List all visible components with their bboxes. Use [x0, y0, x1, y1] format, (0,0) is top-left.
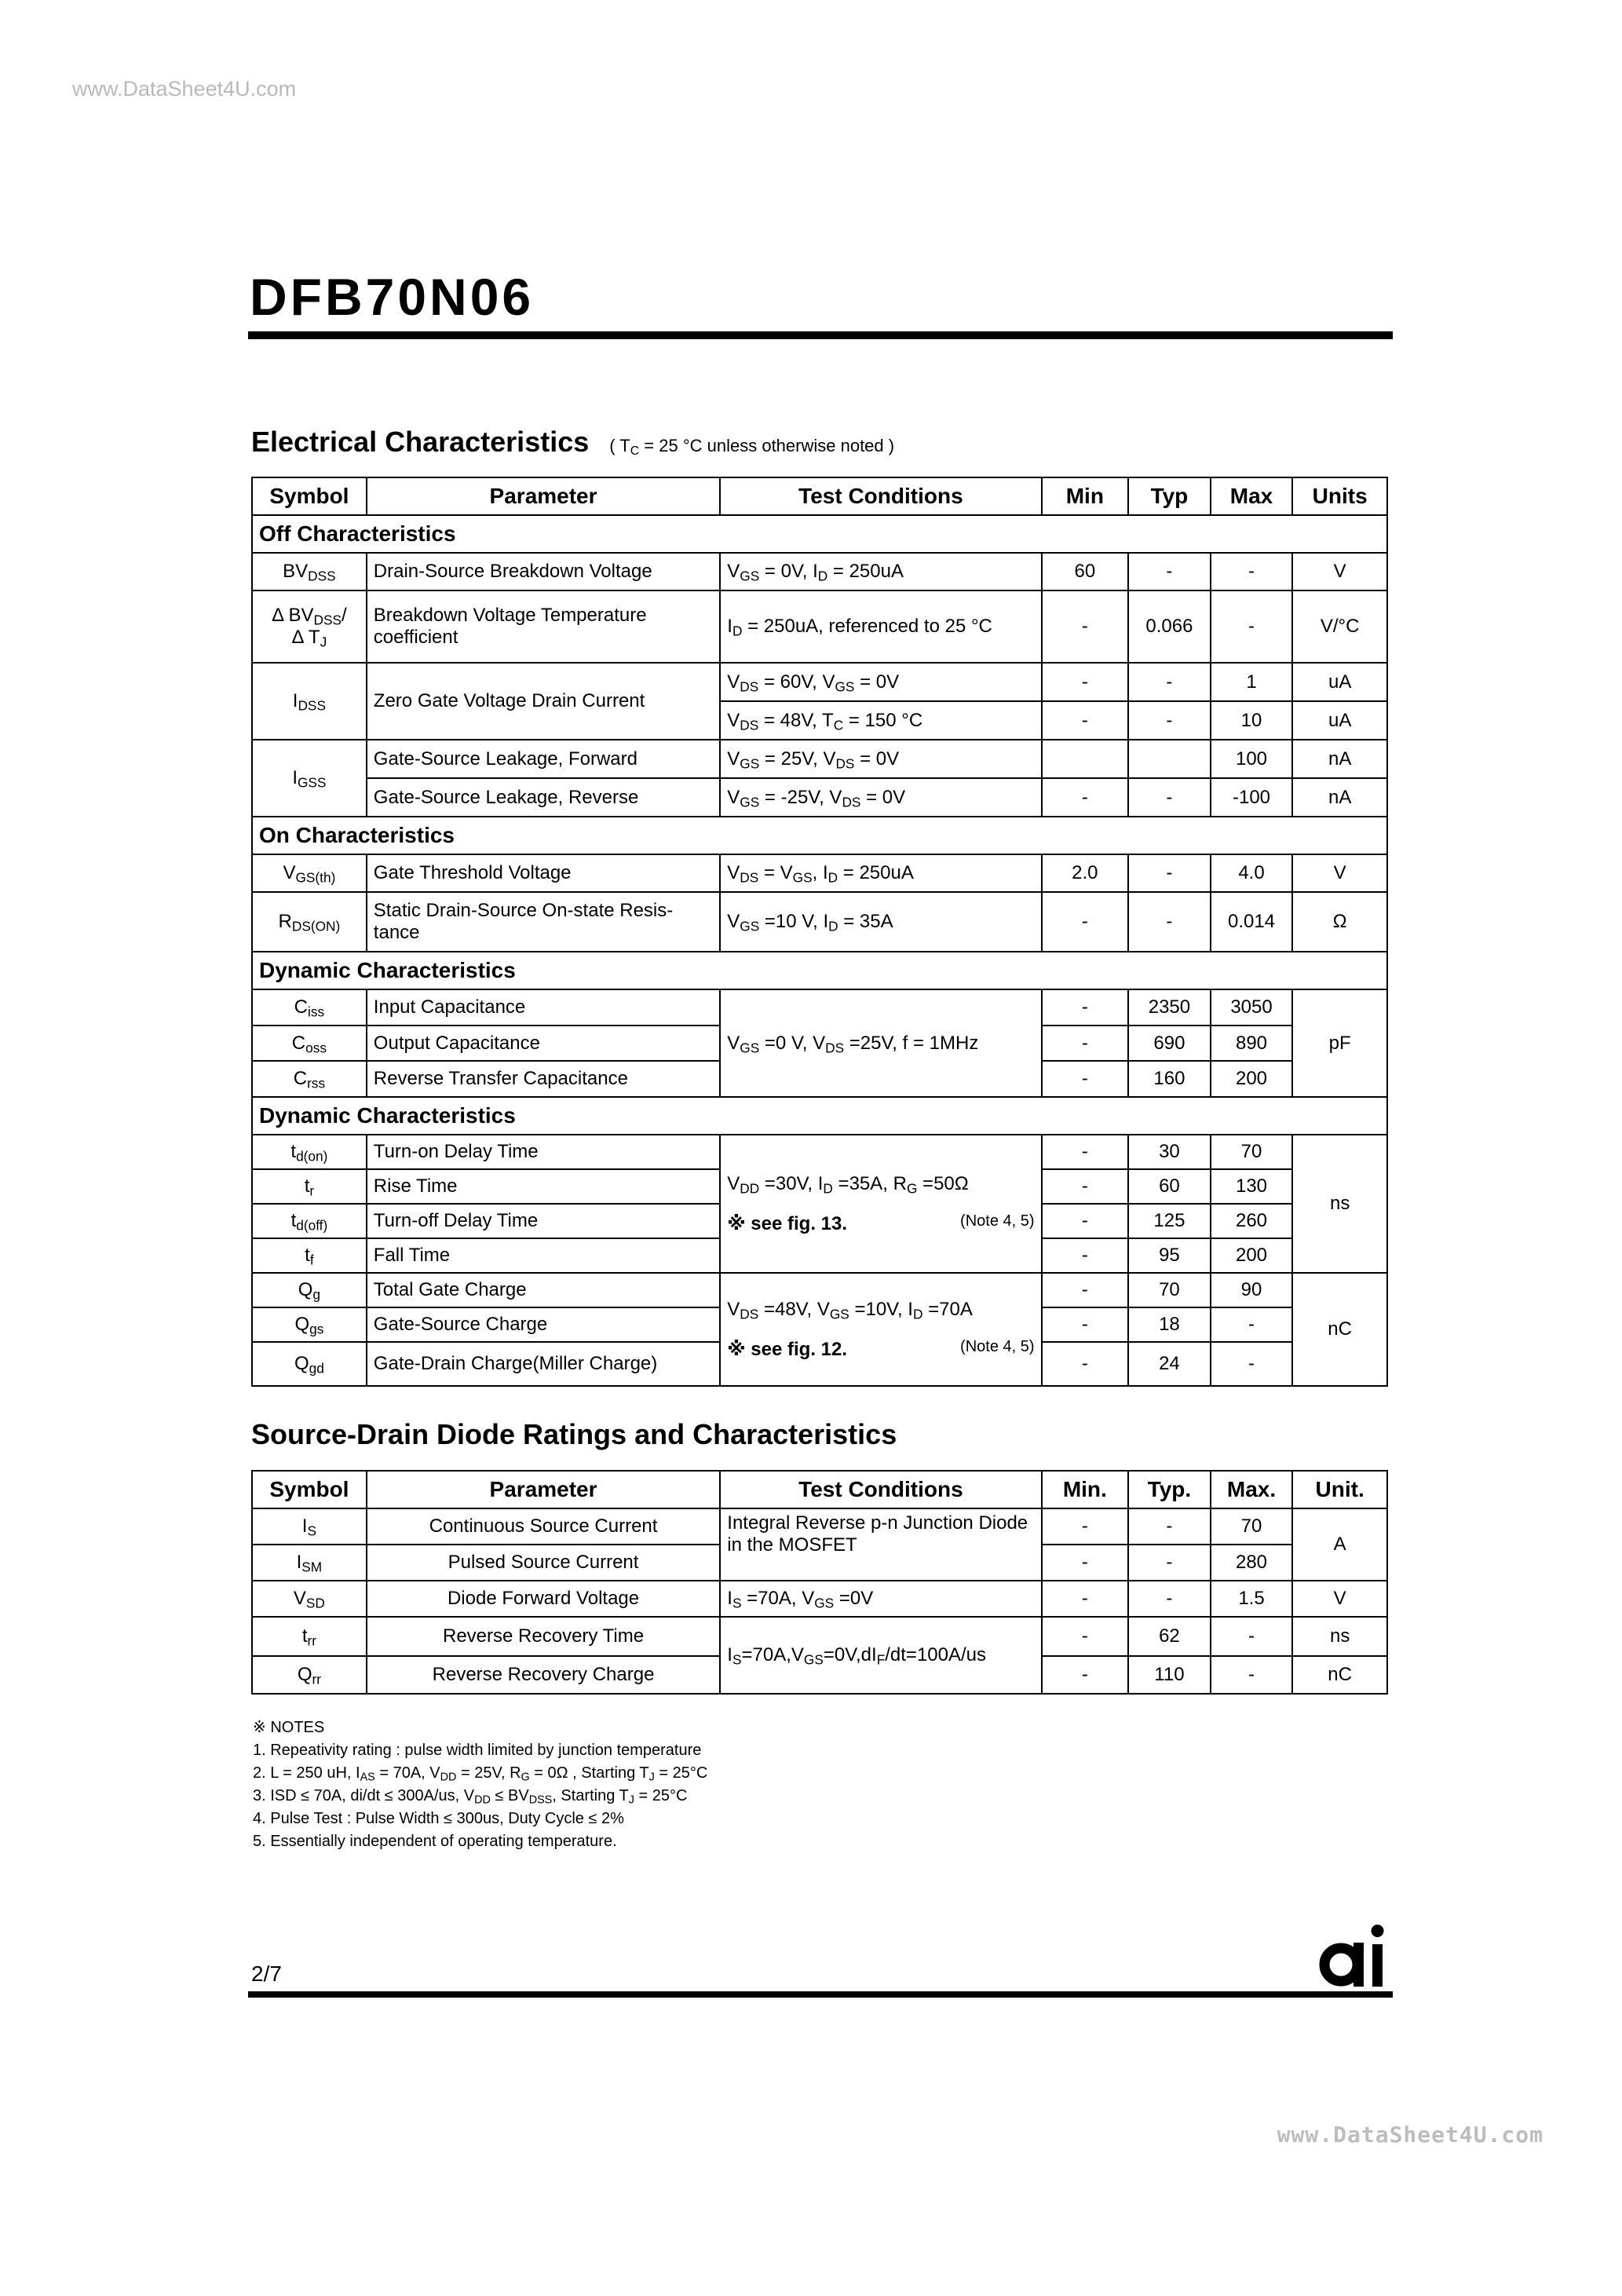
symbol-cell: $I_S$ — [252, 1508, 367, 1545]
section-title-electrical — [251, 426, 894, 459]
header-max: Max — [1211, 477, 1293, 515]
parameter-cell: Gate-Source Leakage, Forward — [367, 740, 720, 778]
note-item: 3. ISD ≤ 70A, di/dt ≤ 300A/us, $V_{DD} \le BV_{DSS}$, Starting $T_J = 25^\circ C$ — [253, 1787, 688, 1807]
typ-cell: 2350 — [1128, 989, 1211, 1026]
parameter-cell: Gate-Source Charge — [367, 1307, 720, 1342]
section-title-text: Electrical Characteristics — [251, 426, 590, 458]
parameter-cell: Reverse Recovery Time — [367, 1617, 720, 1656]
min-cell: - — [1042, 1656, 1129, 1694]
typ-cell: 60 — [1128, 1169, 1211, 1204]
symbol-cell: $C_{rss}$ — [252, 1061, 367, 1097]
table-row — [252, 1135, 1387, 1169]
symbol-cell: $C_{oss}$ — [252, 1026, 367, 1061]
max-cell: - — [1211, 1617, 1293, 1656]
symbol-cell: $V_{GS(th)}$ — [252, 854, 367, 892]
header-typ: Typ — [1128, 477, 1211, 515]
condition-cell: $V_{GS} =0$ V, $V_{DS} =25V$, f = 1MHz — [720, 989, 1041, 1097]
condition-cell — [720, 1135, 1041, 1273]
typ-cell: 18 — [1128, 1307, 1211, 1342]
condition-cell: $V_{GS} = -25V$, $V_{DS} = 0V$ — [720, 778, 1041, 817]
typ-cell: - — [1128, 663, 1211, 701]
min-cell: - — [1042, 1135, 1129, 1169]
parameter-cell: Continuous Source Current — [367, 1508, 720, 1545]
header-rule — [248, 331, 1393, 339]
max-cell: 200 — [1211, 1238, 1293, 1273]
typ-cell: - — [1128, 854, 1211, 892]
notes-block — [253, 1717, 707, 1853]
unit-cell: nA — [1292, 778, 1387, 817]
typ-cell: - — [1128, 1508, 1211, 1545]
parameter-cell: Turn-on Delay Time — [367, 1135, 720, 1169]
typ-cell: 30 — [1128, 1135, 1211, 1169]
max-cell: 0.014 — [1211, 892, 1293, 952]
max-cell: -100 — [1211, 778, 1293, 817]
parameter-cell: Reverse Recovery Charge — [367, 1656, 720, 1694]
header-typ: Typ. — [1128, 1471, 1211, 1508]
group-label: Dynamic Characteristics — [252, 1097, 1387, 1135]
parameter-cell: Breakdown Voltage Temperature coefficient — [367, 590, 720, 663]
group-label: On Characteristics — [252, 817, 1387, 854]
min-cell: - — [1042, 701, 1129, 740]
min-cell — [1042, 740, 1129, 778]
note-ref: (Note 4, 5) — [960, 1337, 1035, 1355]
section-condition-note: ( $T_C = 25$ °C unless otherwise noted ) — [609, 436, 895, 458]
symbol-cell: $R_{DS(ON)}$ — [252, 892, 367, 952]
min-cell: 60 — [1042, 553, 1129, 590]
symbol-cell: $C_{iss}$ — [252, 989, 367, 1026]
condition-cell: $V_{DS} = 60V$, $V_{GS} = 0V$ — [720, 663, 1041, 701]
header-parameter: Parameter — [367, 477, 720, 515]
header-min: Min. — [1042, 1471, 1129, 1508]
parameter-cell: Fall Time — [367, 1238, 720, 1273]
parameter-cell: Total Gate Charge — [367, 1273, 720, 1307]
unit-cell: V — [1292, 1581, 1387, 1617]
note-item: 1. Repeativity rating : pulse width limited by junction temperature — [253, 1742, 702, 1759]
max-cell: - — [1211, 590, 1293, 663]
group-row-dynamic-switching — [252, 1097, 1387, 1135]
unit-cell: A — [1292, 1508, 1387, 1581]
symbol-cell: $Q_{rr}$ — [252, 1656, 367, 1694]
parameter-cell: Output Capacitance — [367, 1026, 720, 1061]
min-cell: - — [1042, 1026, 1129, 1061]
header-symbol: Symbol — [252, 477, 367, 515]
header-test-conditions: Test Conditions — [720, 477, 1041, 515]
symbol-cell: $V_{SD}$ — [252, 1581, 367, 1617]
max-cell: 260 — [1211, 1204, 1293, 1238]
section-title-diode: Source-Drain Diode Ratings and Characteristics — [251, 1418, 897, 1450]
symbol-cell: $I_{SM}$ — [252, 1545, 367, 1581]
max-cell: - — [1211, 553, 1293, 590]
unit-cell: nA — [1292, 740, 1387, 778]
typ-cell: - — [1128, 553, 1211, 590]
header-units: Units — [1292, 477, 1387, 515]
max-cell: - — [1211, 1656, 1293, 1694]
header-parameter: Parameter — [367, 1471, 720, 1508]
parameter-cell: Zero Gate Voltage Drain Current — [367, 663, 720, 740]
unit-cell: nC — [1292, 1656, 1387, 1694]
max-cell: 4.0 — [1211, 854, 1293, 892]
header-max: Max. — [1211, 1471, 1293, 1508]
min-cell: - — [1042, 1061, 1129, 1097]
header-symbol: Symbol — [252, 1471, 367, 1508]
min-cell: 2.0 — [1042, 854, 1129, 892]
table-row — [252, 663, 1387, 701]
condition-cell — [720, 1273, 1041, 1386]
min-cell: - — [1042, 892, 1129, 952]
symbol-cell: $t_{d(off)}$ — [252, 1204, 367, 1238]
typ-cell: 110 — [1128, 1656, 1211, 1694]
unit-cell: V — [1292, 553, 1387, 590]
condition-cell: $I_S=70A,V_{GS}=0V,dI_F/dt=100A/us$ — [720, 1617, 1041, 1694]
header-unit: Unit. — [1292, 1471, 1387, 1508]
typ-cell: - — [1128, 701, 1211, 740]
parameter-cell: Pulsed Source Current — [367, 1545, 720, 1581]
company-logo-icon — [1316, 1924, 1394, 1988]
max-cell: - — [1211, 1342, 1293, 1386]
note-item: 5. Essentially independent of operating temperature. — [253, 1833, 617, 1850]
symbol-cell: $t_r$ — [252, 1169, 367, 1204]
min-cell: - — [1042, 1545, 1129, 1581]
min-cell: - — [1042, 590, 1129, 663]
typ-cell: 0.066 — [1128, 590, 1211, 663]
max-cell: 70 — [1211, 1135, 1293, 1169]
symbol-cell: $Q_{gd}$ — [252, 1342, 367, 1386]
see-figure-ref: ※ see fig. 12. — [727, 1338, 848, 1360]
parameter-cell: Gate-Source Leakage, Reverse — [367, 778, 720, 817]
typ-cell — [1128, 740, 1211, 778]
typ-cell: 160 — [1128, 1061, 1211, 1097]
typ-cell: - — [1128, 1545, 1211, 1581]
condition-cell: $V_{GS} = 0V$, $I_D = 250uA$ — [720, 553, 1041, 590]
min-cell: - — [1042, 1508, 1129, 1545]
group-row-on — [252, 817, 1387, 854]
max-cell: 1 — [1211, 663, 1293, 701]
symbol-cell: $t_f$ — [252, 1238, 367, 1273]
symbol-cell: $t_{rr}$ — [252, 1617, 367, 1656]
condition-text: $V_{DD} =30V$, $I_D =35A$, $R_G =50\Omega$ — [727, 1172, 969, 1196]
min-cell: - — [1042, 663, 1129, 701]
parameter-cell: Static Drain-Source On-state Resis-tance — [367, 892, 720, 952]
footer-rule — [248, 1991, 1393, 1998]
parameter-cell: Turn-off Delay Time — [367, 1204, 720, 1238]
parameter-cell: Diode Forward Voltage — [367, 1581, 720, 1617]
max-cell: 200 — [1211, 1061, 1293, 1097]
diode-ratings-table — [251, 1470, 1388, 1695]
table-row — [252, 989, 1387, 1026]
table-header-row — [252, 1471, 1387, 1508]
group-label: Dynamic Characteristics — [252, 952, 1387, 989]
max-cell: 890 — [1211, 1026, 1293, 1061]
max-cell: 70 — [1211, 1508, 1293, 1545]
symbol-cell: $BV_{DSS}$ — [252, 553, 367, 590]
typ-cell: 24 — [1128, 1342, 1211, 1386]
table-row — [252, 854, 1387, 892]
header-test-conditions: Test Conditions — [720, 1471, 1041, 1508]
group-row-dynamic — [252, 952, 1387, 989]
max-cell: 3050 — [1211, 989, 1293, 1026]
table-header-row — [252, 477, 1387, 515]
unit-cell: pF — [1292, 989, 1387, 1097]
typ-cell: - — [1128, 778, 1211, 817]
min-cell: - — [1042, 1581, 1129, 1617]
max-cell: - — [1211, 1307, 1293, 1342]
part-number-title: DFB70N06 — [250, 268, 535, 326]
condition-see-line — [727, 1338, 1034, 1361]
electrical-characteristics-table — [251, 477, 1388, 1387]
header-min: Min — [1042, 477, 1129, 515]
typ-cell: - — [1128, 892, 1211, 952]
min-cell: - — [1042, 1238, 1129, 1273]
unit-cell: ns — [1292, 1617, 1387, 1656]
table-row — [252, 590, 1387, 663]
watermark-top: www.DataSheet4U.com — [72, 77, 297, 101]
see-figure-ref: ※ see fig. 13. — [727, 1212, 848, 1234]
condition-cell: Integral Reverse p-n Junction Diode in the MOSFET — [720, 1508, 1041, 1581]
min-cell: - — [1042, 1617, 1129, 1656]
unit-cell: Ω — [1292, 892, 1387, 952]
symbol-cell: $t_{d(on)}$ — [252, 1135, 367, 1169]
unit-cell: uA — [1292, 701, 1387, 740]
condition-cell: $V_{GS} = 25V$, $V_{DS} = 0V$ — [720, 740, 1041, 778]
unit-cell: uA — [1292, 663, 1387, 701]
group-label: Off Characteristics — [252, 515, 1387, 553]
parameter-cell: Reverse Transfer Capacitance — [367, 1061, 720, 1097]
page-number: 2/7 — [251, 1961, 282, 1986]
max-cell: 90 — [1211, 1273, 1293, 1307]
table-row — [252, 1273, 1387, 1307]
table-row — [252, 1508, 1387, 1545]
unit-cell: V — [1292, 854, 1387, 892]
note-item: 4. Pulse Test : Pulse Width ≤ 300us, Duty Cycle ≤ 2% — [253, 1810, 624, 1827]
min-cell: - — [1042, 989, 1129, 1026]
typ-cell: 70 — [1128, 1273, 1211, 1307]
table-row — [252, 892, 1387, 952]
typ-cell: 62 — [1128, 1617, 1211, 1656]
table-row — [252, 1617, 1387, 1656]
condition-see-line — [727, 1212, 1034, 1235]
condition-cell: $I_D = 250uA$, referenced to 25 °C — [720, 590, 1041, 663]
condition-cell: $I_S =70A$, $V_{GS} =0V$ — [720, 1581, 1041, 1617]
unit-cell: nC — [1292, 1273, 1387, 1386]
condition-cell: $V_{GS} =10$ V, $I_D = 35A$ — [720, 892, 1041, 952]
parameter-cell: Input Capacitance — [367, 989, 720, 1026]
parameter-cell: Drain-Source Breakdown Voltage — [367, 553, 720, 590]
table-row — [252, 1581, 1387, 1617]
min-cell: - — [1042, 1342, 1129, 1386]
note-ref: (Note 4, 5) — [960, 1212, 1035, 1230]
typ-cell: 690 — [1128, 1026, 1211, 1061]
min-cell: - — [1042, 1307, 1129, 1342]
max-cell: 10 — [1211, 701, 1293, 740]
symbol-cell: $Q_{gs}$ — [252, 1307, 367, 1342]
parameter-cell: Gate Threshold Voltage — [367, 854, 720, 892]
symbol-cell: Δ $BV_{DSS}/$ Δ $T_J$ — [252, 590, 367, 663]
notes-title: ※ NOTES — [253, 1719, 325, 1736]
min-cell: - — [1042, 1273, 1129, 1307]
min-cell: - — [1042, 778, 1129, 817]
typ-cell: 95 — [1128, 1238, 1211, 1273]
max-cell: 100 — [1211, 740, 1293, 778]
symbol-cell: $I_{DSS}$ — [252, 663, 367, 740]
watermark-bottom: www.DataSheet4U.com — [1277, 2122, 1543, 2148]
min-cell: - — [1042, 1169, 1129, 1204]
table-row — [252, 553, 1387, 590]
note-item: 2. L = 250 uH, $I_{AS} = 70A$, $V_{DD} = 25V$, $R_G = 0\Omega$ , Starting $T_J = 25^\circ C$ — [253, 1764, 708, 1784]
condition-cell: $V_{DS} = V_{GS}$, $I_D = 250uA$ — [720, 854, 1041, 892]
symbol-cell: $I_{GSS}$ — [252, 740, 367, 817]
parameter-cell: Gate-Drain Charge(Miller Charge) — [367, 1342, 720, 1386]
unit-cell: ns — [1292, 1135, 1387, 1273]
table-row — [252, 778, 1387, 817]
table-row — [252, 740, 1387, 778]
typ-cell: - — [1128, 1581, 1211, 1617]
parameter-cell: Rise Time — [367, 1169, 720, 1204]
symbol-cell: $Q_g$ — [252, 1273, 367, 1307]
max-cell: 1.5 — [1211, 1581, 1293, 1617]
unit-cell: V/°C — [1292, 590, 1387, 663]
condition-cell: $V_{DS} = 48V$, $T_C = 150$ °C — [720, 701, 1041, 740]
min-cell: - — [1042, 1204, 1129, 1238]
condition-text: $V_{DS} =48V$, $V_{GS} =10V$, $I_D =70A$ — [727, 1298, 973, 1322]
typ-cell: 125 — [1128, 1204, 1211, 1238]
group-row-off — [252, 515, 1387, 553]
max-cell: 130 — [1211, 1169, 1293, 1204]
max-cell: 280 — [1211, 1545, 1293, 1581]
